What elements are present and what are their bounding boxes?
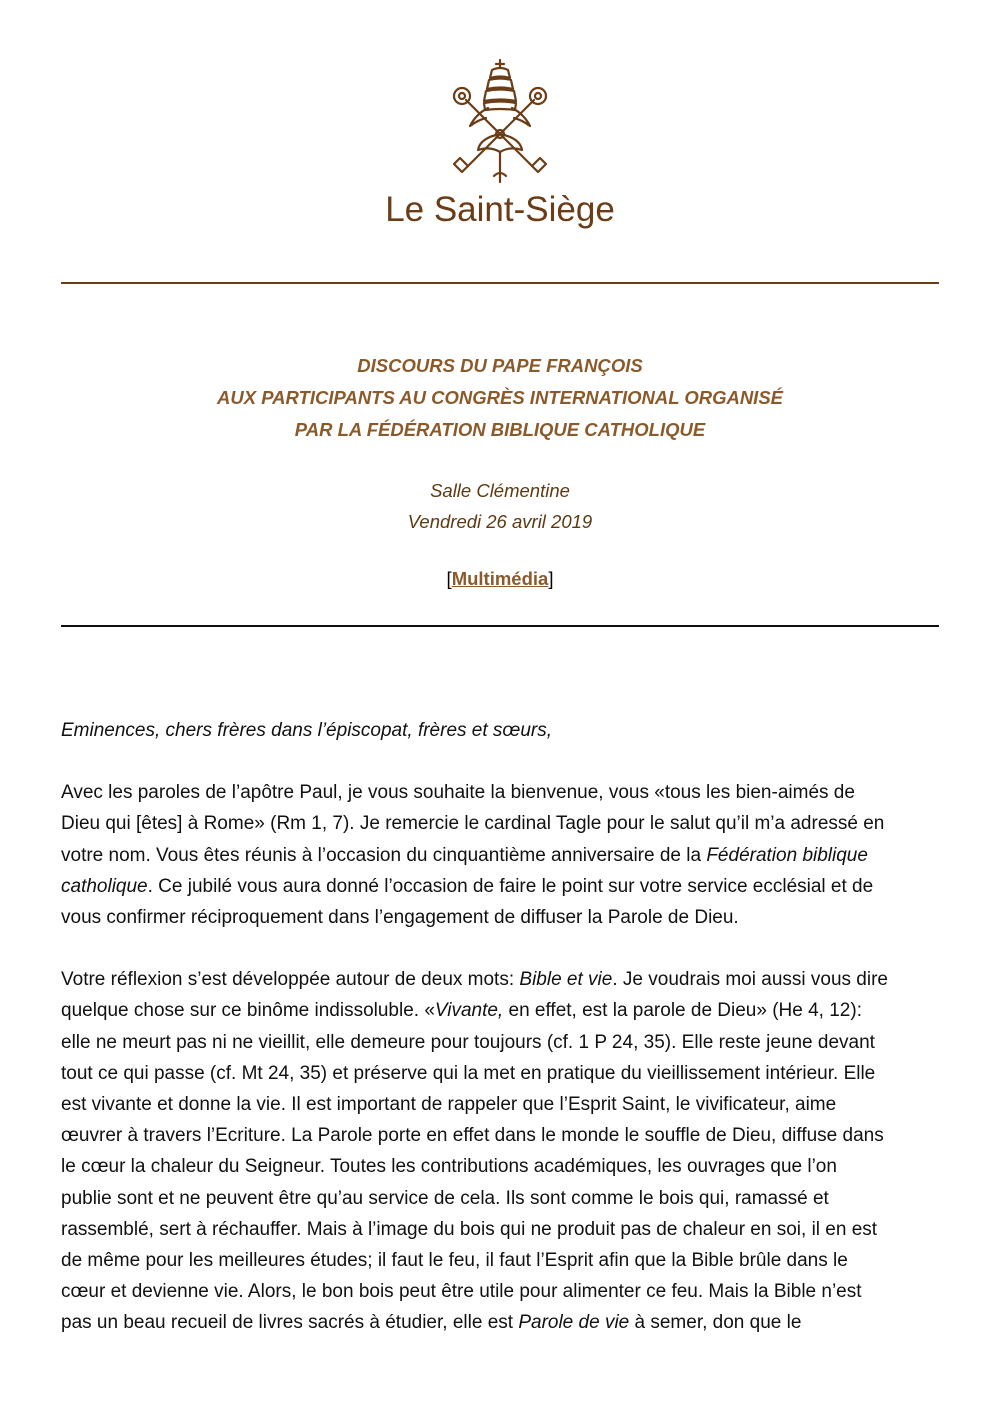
event-meta: [0, 475, 1000, 537]
heading-line-2: AUX PARTICIPANTS AU CONGRÈS INTERNATIONAL ORGANISÉ: [217, 387, 783, 408]
federation-name: Fédération biblique: [706, 844, 868, 866]
p1-line: Avec les paroles de l’apôtre Paul, je vous souhaite la bienvenue, vous «tous les bien-aimés de: [61, 782, 855, 804]
p1-line: Dieu qui [êtes] à Rome» (Rm 1, 7). Je remercie le cardinal Tagle pour le salut qu’il m’a adressé en: [61, 813, 885, 835]
multimedia-link-row: [0, 568, 1000, 590]
federation-name-cont: catholique: [61, 875, 148, 897]
p1-line: catholique. Ce jubilé vous aura donné l’occasion de faire le point sur votre service ecclésial et de: [61, 875, 874, 897]
bracket-close: ]: [548, 568, 554, 589]
p2-line: pas un beau recueil de livres sacrés à étudier, elle est Parole de vie à semer, don que le: [61, 1312, 802, 1334]
p1-line: votre nom. Vous êtes réunis à l’occasion du cinquantième anniversaire de la Fédération biblique: [61, 844, 868, 866]
heading-divider: [61, 625, 939, 627]
p2-line: de même pour les meilleures études; il faut le feu, il faut l’Esprit afin que la Bible brûle dans le: [61, 1250, 848, 1272]
p2-line: œuvrer à travers l’Ecriture. La Parole porte en effet dans le monde le souffle de Dieu, diffuse dans: [61, 1125, 884, 1147]
p2-line: elle ne meurt pas ni ne vieillit, elle demeure pour toujours (cf. 1 P 24, 35). Elle reste jeune devant: [61, 1031, 875, 1053]
multimedia-link[interactable]: Multimédia: [451, 568, 549, 589]
speech-body: [61, 715, 941, 1370]
greeting: Eminences, chers frères dans l’épiscopat, frères et sœurs,: [61, 720, 553, 741]
p2-line: cœur et devienne vie. Alors, le bon bois peut être utile pour alimenter ce feu. Mais la Bible n’est: [61, 1281, 862, 1303]
header-divider: [61, 282, 939, 284]
p2-line: tout ce qui passe (cf. Mt 24, 35) et préserve qui la met en pratique du vieillissement intérieur. Elle: [61, 1062, 876, 1084]
heading-line-3: PAR LA FÉDÉRATION BIBLIQUE CATHOLIQUE: [294, 419, 706, 440]
papal-crest-icon: [440, 58, 560, 186]
document-heading: [0, 350, 1000, 446]
p2-line: le cœur la chaleur du Seigneur. Toutes les contributions académiques, les ouvrages que l’on: [61, 1156, 837, 1178]
paragraph-2: [61, 964, 941, 1338]
heading-line-1: DISCOURS DU PAPE FRANÇOIS: [357, 355, 643, 376]
p2-line: rassemblé, sert à réchauffer. Mais à l’image du bois qui ne produit pas de chaleur en soi, il en est: [61, 1218, 878, 1240]
event-place: Salle Clémentine: [430, 480, 570, 501]
p2-line: publie sont et ne peuvent être qu’au service de cela. Ils sont comme le bois qui, ramassé et: [61, 1187, 829, 1209]
event-date: Vendredi 26 avril 2019: [407, 511, 593, 532]
site-title: Le Saint-Siège: [385, 190, 615, 229]
p2-line: quelque chose sur ce binôme indissoluble. «Vivante, en effet, est la parole de Dieu» (He 4, 12):: [61, 1000, 862, 1022]
p2-line: est vivante et donne la vie. Il est important de rappeler que l’Esprit Saint, le vivificateur, aime: [61, 1094, 837, 1116]
p2-line: Votre réflexion s’est développée autour de deux mots: Bible et vie. Je voudrais moi aussi vous dire: [61, 969, 888, 991]
bracket-open: [: [446, 568, 452, 589]
paragraph-1: [61, 777, 941, 933]
p1-line: vous confirmer réciproquement dans l’engagement de diffuser la Parole de Dieu.: [61, 907, 739, 929]
